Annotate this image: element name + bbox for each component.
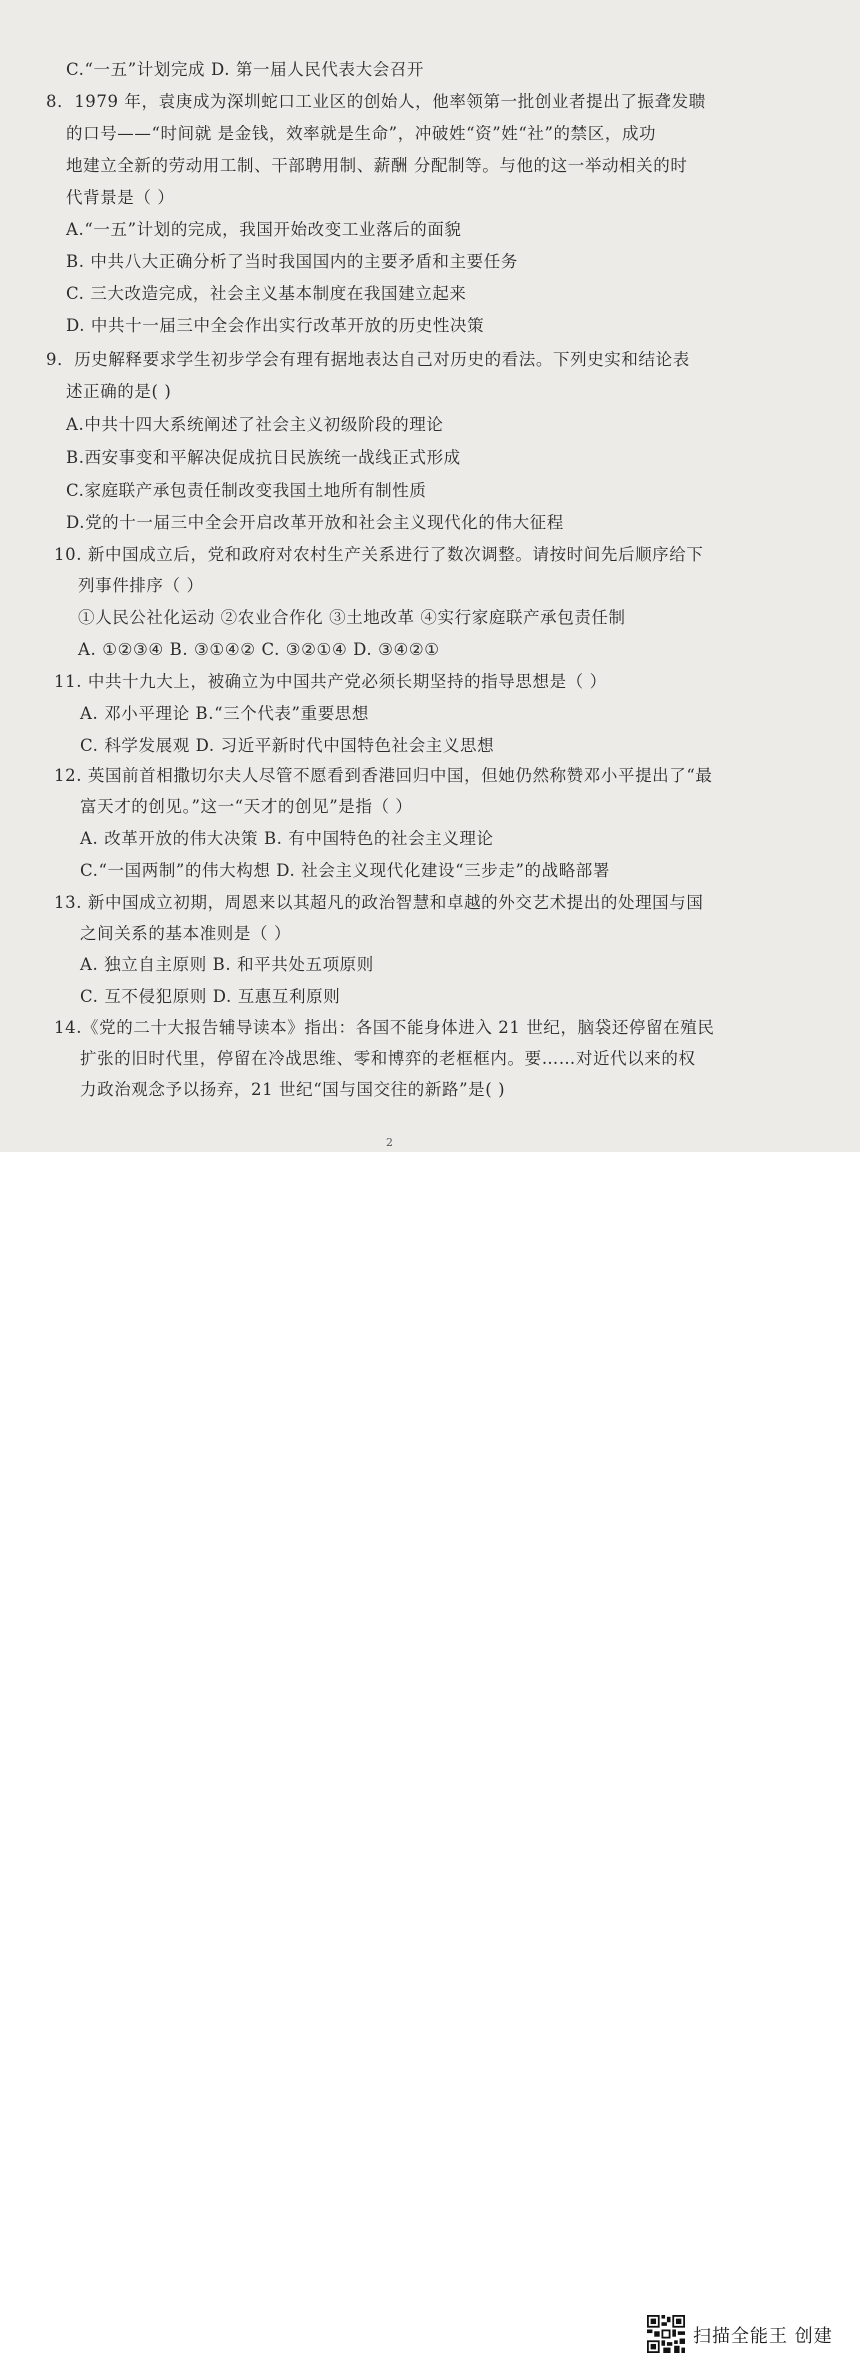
q8-option-a: A.“一五”计划的完成，我国开始改变工业落后的面貌 [66,220,462,239]
q14-stem-line-2: 扩张的旧时代里，停留在冷战思维、零和博弈的老框框内。要……对近代以来的权 [80,1049,696,1068]
q8-stem-line-1: 8．1979 年，袁庚成为深圳蛇口工业区的创始人，他率领第一批创业者提出了振聋发聩 [46,92,706,111]
q10-options: A. ①②③④ B. ③①④② C. ③②①④ D. ③④②① [78,640,440,659]
q10-event-list: ①人民公社化运动 ②农业合作化 ③土地改革 ④实行家庭联产承包责任制 [78,608,626,627]
q8-option-b: B. 中共八大正确分析了当时我国国内的主要矛盾和主要任务 [66,252,518,271]
q10-stem-line-1: 10. 新中国成立后，党和政府对农村生产关系进行了数次调整。请按时间先后顺序给下 [54,545,704,564]
scanned-page [0,0,860,1152]
q8-stem-line-4: 代背景是（ ） [66,188,175,207]
q7-options-cd: C.“一五”计划完成 D. 第一届人民代表大会召开 [66,60,425,79]
q11-options-cd: C. 科学发展观 D. 习近平新时代中国特色社会主义思想 [80,736,495,755]
q9-option-d: D.党的十一届三中全会开启改革开放和社会主义现代化的伟大征程 [66,513,564,532]
q13-options-ab: A. 独立自主原则 B. 和平共处五项原则 [80,955,374,974]
q9-stem-line-2: 述正确的是( ) [66,382,172,401]
q12-options-ab: A. 改革开放的伟大决策 B. 有中国特色的社会主义理论 [80,829,494,848]
q13-stem-line-1: 13. 新中国成立初期，周恩来以其超凡的政治智慧和卓越的外交艺术提出的处理国与国 [54,893,704,912]
scanner-brand-label: 扫描全能王 创建 [693,2326,833,2347]
q11-options-ab: A. 邓小平理论 B.“三个代表”重要思想 [80,704,369,723]
q8-stem-line-3: 地建立全新的劳动用工制、干部聘用制、薪酬 分配制等。与他的这一举动相关的时 [66,156,688,175]
q12-options-cd: C.“一国两制”的伟大构想 D. 社会主义现代化建设“三步走”的战略部署 [80,861,610,880]
q12-stem-line-2: 富天才的创见。”这一“天才的创见”是指（ ） [80,797,413,816]
page-number: 2 [386,1136,393,1149]
q11-stem: 11. 中共十九大上，被确立为中国共产党必须长期坚持的指导思想是（ ） [54,672,607,691]
q8-stem-line-2: 的口号——“时间就 是金钱，效率就是生命”，冲破姓“资”姓“社”的禁区，成功 [66,124,657,143]
q13-stem-line-2: 之间关系的基本准则是（ ） [80,924,292,943]
q14-stem-line-3: 力政治观念予以扬弃，21 世纪“国与国交往的新路”是( ) [80,1080,506,1099]
q8-option-c: C. 三大改造完成，社会主义基本制度在我国建立起来 [66,284,467,303]
q9-option-b: B.西安事变和平解决促成抗日民族统一战线正式形成 [66,448,461,467]
qr-code-icon [647,2315,685,2353]
q14-stem-line-1: 14.《党的二十大报告辅导读本》指出：各国不能身体进入 21 世纪，脑袋还停留在殖民 [54,1018,715,1037]
q9-option-c: C.家庭联产承包责任制改变我国土地所有制性质 [66,481,427,500]
q10-stem-line-2: 列事件排序（ ） [78,576,204,595]
q12-stem-line-1: 12. 英国前首相撒切尔夫人尽管不愿看到香港回归中国，但她仍然称赞邓小平提出了“最 [54,766,713,785]
q9-stem-line-1: 9．历史解释要求学生初步学会有理有据地表达自己对历史的看法。下列史实和结论表 [46,350,690,369]
scanner-footer [0,1152,860,2347]
q8-option-d: D. 中共十一届三中全会作出实行改革开放的历史性决策 [66,316,485,335]
q13-options-cd: C. 互不侵犯原则 D. 互惠互利原则 [80,987,341,1006]
q9-option-a: A.中共十四大系统阐述了社会主义初级阶段的理论 [66,415,444,434]
